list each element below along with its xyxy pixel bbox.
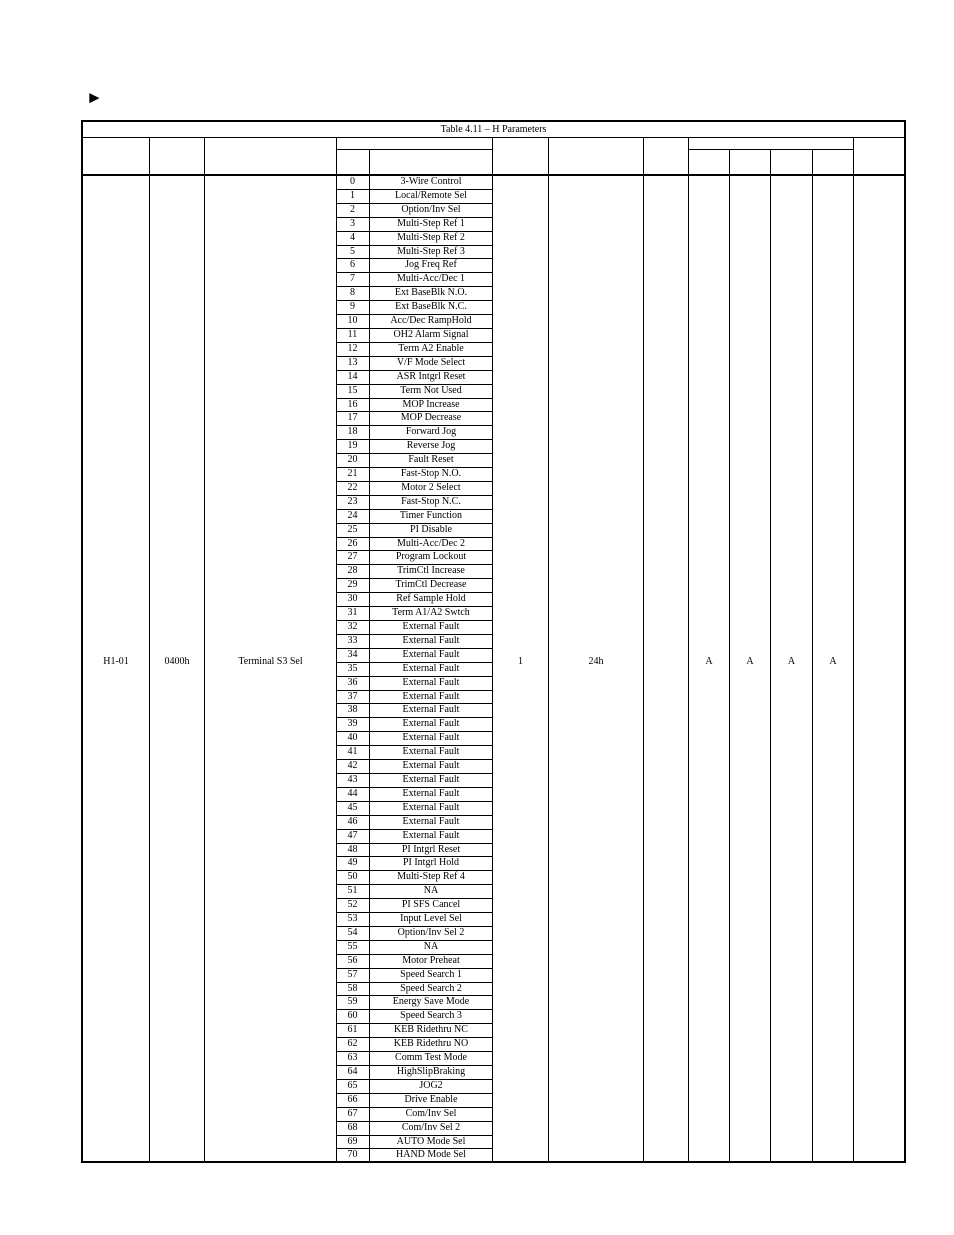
setting-number: 37	[347, 690, 358, 702]
setting-description: Multi-Acc/Dec 1	[369, 273, 492, 286]
setting-description: Option/Inv Sel 2	[369, 927, 492, 940]
setting-number: 46	[347, 815, 358, 827]
setting-number: 49	[347, 857, 358, 869]
setting-number: 25	[347, 523, 358, 535]
setting-number: 20	[347, 454, 358, 466]
setting-description: HAND Mode Sel	[369, 1149, 492, 1162]
setting-description: Multi-Step Ref 3	[369, 246, 492, 259]
setting-number: 65	[347, 1079, 358, 1091]
setting-number: 4	[350, 231, 355, 243]
setting-description: External Fault	[369, 718, 492, 731]
setting-number: 61	[347, 1024, 358, 1036]
table-row	[336, 635, 492, 649]
setting-description: Drive Enable	[369, 1094, 492, 1107]
setting-description: TrimCtl Increase	[369, 565, 492, 578]
col-divider	[548, 137, 549, 1163]
setting-description: External Fault	[369, 746, 492, 759]
default-value: 1	[518, 656, 523, 667]
setting-number: 8	[350, 287, 355, 299]
table-row	[336, 412, 492, 426]
setting-number: 50	[347, 871, 358, 883]
table-row	[336, 1024, 492, 1038]
setting-number: 3	[350, 217, 355, 229]
setting-number: 67	[347, 1107, 358, 1119]
setting-description: External Fault	[369, 704, 492, 717]
table-row	[336, 496, 492, 510]
setting-number: 24	[347, 509, 358, 521]
setting-description: PI SFS Cancel	[369, 899, 492, 912]
setting-number: 31	[347, 607, 358, 619]
setting-number: 69	[347, 1135, 358, 1147]
setting-description: KEB Ridethru NO	[369, 1038, 492, 1051]
setting-number: 5	[350, 245, 355, 257]
table-row	[336, 426, 492, 440]
setting-description: External Fault	[369, 774, 492, 787]
table-row	[336, 691, 492, 705]
table-row	[336, 273, 492, 287]
setting-number: 33	[347, 634, 358, 646]
table-row	[336, 1149, 492, 1162]
table-row	[336, 760, 492, 774]
table-row	[336, 677, 492, 691]
setting-number: 18	[347, 426, 358, 438]
table-row	[336, 941, 492, 955]
table-row	[336, 259, 492, 273]
setting-description: External Fault	[369, 816, 492, 829]
setting-number: 11	[347, 328, 358, 340]
setting-description: TrimCtl Decrease	[369, 579, 492, 592]
table-row	[336, 704, 492, 718]
table-caption: Table 4.11 – H Parameters	[440, 124, 547, 135]
setting-number: 34	[347, 648, 358, 660]
setting-description: Multi-Step Ref 2	[369, 232, 492, 245]
setting-description: NA	[369, 941, 492, 954]
setting-number: 17	[347, 412, 358, 424]
table-row	[336, 732, 492, 746]
setting-description: External Fault	[369, 830, 492, 843]
caption-divider	[83, 137, 904, 138]
setting-description: Energy Save Mode	[369, 996, 492, 1009]
table-row	[336, 357, 492, 371]
table-row	[336, 176, 492, 190]
table-row	[336, 955, 492, 969]
setting-description: Option/Inv Sel	[369, 204, 492, 217]
access-level: A	[787, 656, 796, 667]
table-row	[336, 885, 492, 899]
table-row	[336, 232, 492, 246]
table-row	[336, 802, 492, 816]
table-row	[336, 774, 492, 788]
setting-number: 68	[347, 1121, 358, 1133]
setting-description: Term Not Used	[369, 385, 492, 398]
setting-number: 30	[347, 593, 358, 605]
setting-number: 44	[347, 787, 358, 799]
col-divider	[853, 137, 854, 1163]
setting-number: 39	[347, 718, 358, 730]
setting-description: Ref Sample Hold	[369, 593, 492, 606]
setting-number: 13	[347, 356, 358, 368]
setting-number: 43	[347, 773, 358, 785]
setting-number: 57	[347, 968, 358, 980]
table-row	[336, 551, 492, 565]
setting-number: 35	[347, 662, 358, 674]
section-bullet-icon: ►	[86, 88, 103, 107]
setting-description: Fast-Stop N.O.	[369, 468, 492, 481]
setting-number: 66	[347, 1093, 358, 1105]
parameter-name: Terminal S3 Sel	[238, 656, 303, 667]
setting-number: 28	[347, 565, 358, 577]
table-row	[336, 913, 492, 927]
setting-description: Input Level Sel	[369, 913, 492, 926]
setting-number: 32	[347, 621, 358, 632]
setting-number: 55	[347, 940, 358, 952]
setting-number: 7	[350, 273, 355, 285]
setting-number: 15	[347, 384, 358, 396]
table-row	[336, 718, 492, 732]
setting-description: Acc/Dec RampHold	[369, 315, 492, 328]
setting-description: Forward Jog	[369, 426, 492, 439]
table-row	[336, 969, 492, 983]
setting-number: 62	[347, 1038, 358, 1050]
setting-description: External Fault	[369, 691, 492, 704]
setting-number: 58	[347, 982, 358, 994]
setting-number: 53	[347, 913, 358, 925]
table-row	[336, 871, 492, 885]
table-row	[336, 788, 492, 802]
setting-description: ASR Intgrl Reset	[369, 371, 492, 384]
table-row	[336, 246, 492, 260]
setting-description: Motor 2 Select	[369, 482, 492, 495]
setting-number: 19	[347, 440, 358, 452]
setting-description: V/F Mode Select	[369, 357, 492, 370]
setting-description: External Fault	[369, 649, 492, 662]
setting-description: Reverse Jog	[369, 440, 492, 453]
table-row	[336, 1080, 492, 1094]
setting-number: 9	[350, 301, 355, 313]
table-row	[336, 1122, 492, 1136]
setting-description: JOG2	[369, 1080, 492, 1093]
table-row	[336, 593, 492, 607]
col-divider	[492, 137, 493, 1163]
access-level: A	[705, 656, 713, 667]
setting-description: Speed Search 3	[369, 1010, 492, 1023]
table-row	[336, 899, 492, 913]
setting-number: 64	[347, 1066, 358, 1077]
table-row	[336, 190, 492, 204]
setting-description: HighSlipBraking	[369, 1066, 492, 1079]
table-row	[336, 607, 492, 621]
setting-number: 6	[350, 259, 355, 271]
setting-number: 45	[347, 801, 358, 813]
setting-description: External Fault	[369, 802, 492, 815]
setting-number: 56	[347, 954, 358, 966]
setting-description: Program Lockout	[369, 551, 492, 564]
setting-number: 70	[347, 1149, 358, 1161]
setting-number: 26	[347, 537, 358, 549]
setting-number: 12	[347, 342, 358, 354]
setting-range: 24h	[588, 656, 604, 667]
table-row	[336, 927, 492, 941]
setting-number: 60	[347, 1010, 358, 1022]
setting-description: MOP Decrease	[369, 412, 492, 425]
table-row	[336, 1052, 492, 1066]
table-row	[336, 371, 492, 385]
setting-description: Fast-Stop N.C.	[369, 496, 492, 509]
table-row	[336, 649, 492, 663]
access-level: A	[829, 656, 837, 667]
setting-description: Term A1/A2 Swtch	[369, 607, 492, 620]
settings-list	[336, 176, 492, 1162]
setting-number: 63	[347, 1052, 358, 1064]
setting-number: 40	[347, 732, 358, 744]
setting-number: 14	[347, 370, 358, 382]
modbus-address: 0400h	[164, 656, 190, 667]
table-row	[336, 983, 492, 997]
setting-number: 29	[347, 579, 358, 591]
h-parameters-table	[81, 120, 906, 1163]
table-row	[336, 746, 492, 760]
setting-number: 38	[347, 704, 358, 716]
table-row	[336, 1066, 492, 1080]
table-row	[336, 468, 492, 482]
setting-description: PI Intgrl Hold	[369, 857, 492, 870]
table-row	[336, 315, 492, 329]
subheader-divider	[336, 149, 492, 150]
setting-description: Multi-Acc/Dec 2	[369, 538, 492, 551]
setting-description: Ext BaseBlk N.O.	[369, 287, 492, 300]
setting-description: MOP Increase	[369, 399, 492, 412]
col-divider	[149, 137, 150, 1163]
table-row	[336, 663, 492, 677]
setting-description: Term A2 Enable	[369, 343, 492, 356]
setting-description: External Fault	[369, 663, 492, 676]
table-row	[336, 524, 492, 538]
table-row	[336, 204, 492, 218]
table-row	[336, 1038, 492, 1052]
parameter-number: H1-01	[103, 656, 129, 667]
setting-number: 16	[347, 398, 358, 410]
setting-number: 23	[347, 495, 358, 507]
table-row	[336, 440, 492, 454]
table-row	[336, 343, 492, 357]
table-row	[336, 1010, 492, 1024]
setting-description: KEB Ridethru NC	[369, 1024, 492, 1037]
table-row	[336, 399, 492, 413]
table-row	[336, 454, 492, 468]
setting-number: 47	[347, 829, 358, 841]
setting-description: Com/Inv Sel	[369, 1108, 492, 1121]
setting-number: 42	[347, 760, 358, 772]
table-row	[336, 287, 492, 301]
setting-description: External Fault	[369, 621, 492, 634]
setting-description: 3-Wire Control	[369, 176, 492, 189]
table-row	[336, 857, 492, 871]
setting-description: Comm Test Mode	[369, 1052, 492, 1065]
table-row	[336, 830, 492, 844]
setting-number: 52	[347, 899, 358, 911]
setting-number: 36	[347, 676, 358, 688]
setting-description: AUTO Mode Sel	[369, 1136, 492, 1149]
table-row	[336, 565, 492, 579]
access-level: A	[746, 656, 754, 667]
table-row	[336, 510, 492, 524]
setting-description: Speed Search 1	[369, 969, 492, 982]
table-row	[336, 816, 492, 830]
setting-number: 21	[347, 468, 358, 480]
setting-description: Speed Search 2	[369, 983, 492, 996]
col-divider	[688, 137, 689, 1163]
table-row	[336, 385, 492, 399]
table-row	[336, 1108, 492, 1122]
header-divider	[83, 174, 904, 176]
setting-description: External Fault	[369, 677, 492, 690]
setting-description: Local/Remote Sel	[369, 190, 492, 203]
setting-description: Jog Freq Ref	[369, 259, 492, 272]
table-row	[336, 1136, 492, 1150]
setting-description: Timer Function	[369, 510, 492, 523]
table-row	[336, 1094, 492, 1108]
setting-description: Multi-Step Ref 4	[369, 871, 492, 884]
setting-description: External Fault	[369, 760, 492, 773]
table-row	[336, 579, 492, 593]
table-row	[336, 482, 492, 496]
setting-number: 54	[347, 926, 358, 938]
setting-number: 1	[350, 189, 355, 201]
setting-number: 10	[347, 315, 358, 327]
setting-number: 59	[347, 996, 358, 1008]
setting-number: 2	[350, 203, 355, 215]
setting-number: 51	[347, 885, 358, 897]
setting-description: PI Disable	[369, 524, 492, 537]
table-row	[336, 621, 492, 635]
table-row	[336, 218, 492, 232]
setting-number: 22	[347, 481, 358, 493]
setting-description: PI Intgrl Reset	[369, 844, 492, 857]
setting-number: 0	[350, 176, 355, 187]
col-divider	[204, 137, 205, 1163]
setting-number: 41	[347, 746, 358, 758]
setting-description: Motor Preheat	[369, 955, 492, 968]
table-row	[336, 996, 492, 1010]
table-row	[336, 329, 492, 343]
setting-description: NA	[369, 885, 492, 898]
setting-description: Com/Inv Sel 2	[369, 1122, 492, 1135]
setting-number: 48	[347, 843, 358, 855]
setting-description: Fault Reset	[369, 454, 492, 467]
setting-description: OH2 Alarm Signal	[369, 329, 492, 342]
table-row	[336, 301, 492, 315]
setting-description: External Fault	[369, 732, 492, 745]
setting-description: Ext BaseBlk N.C.	[369, 301, 492, 314]
setting-description: External Fault	[369, 635, 492, 648]
setting-description: Multi-Step Ref 1	[369, 218, 492, 231]
col-divider	[369, 149, 370, 175]
setting-number: 27	[347, 551, 358, 563]
table-row	[336, 844, 492, 858]
setting-description: External Fault	[369, 788, 492, 801]
table-row	[336, 538, 492, 552]
col-divider	[643, 137, 644, 1163]
